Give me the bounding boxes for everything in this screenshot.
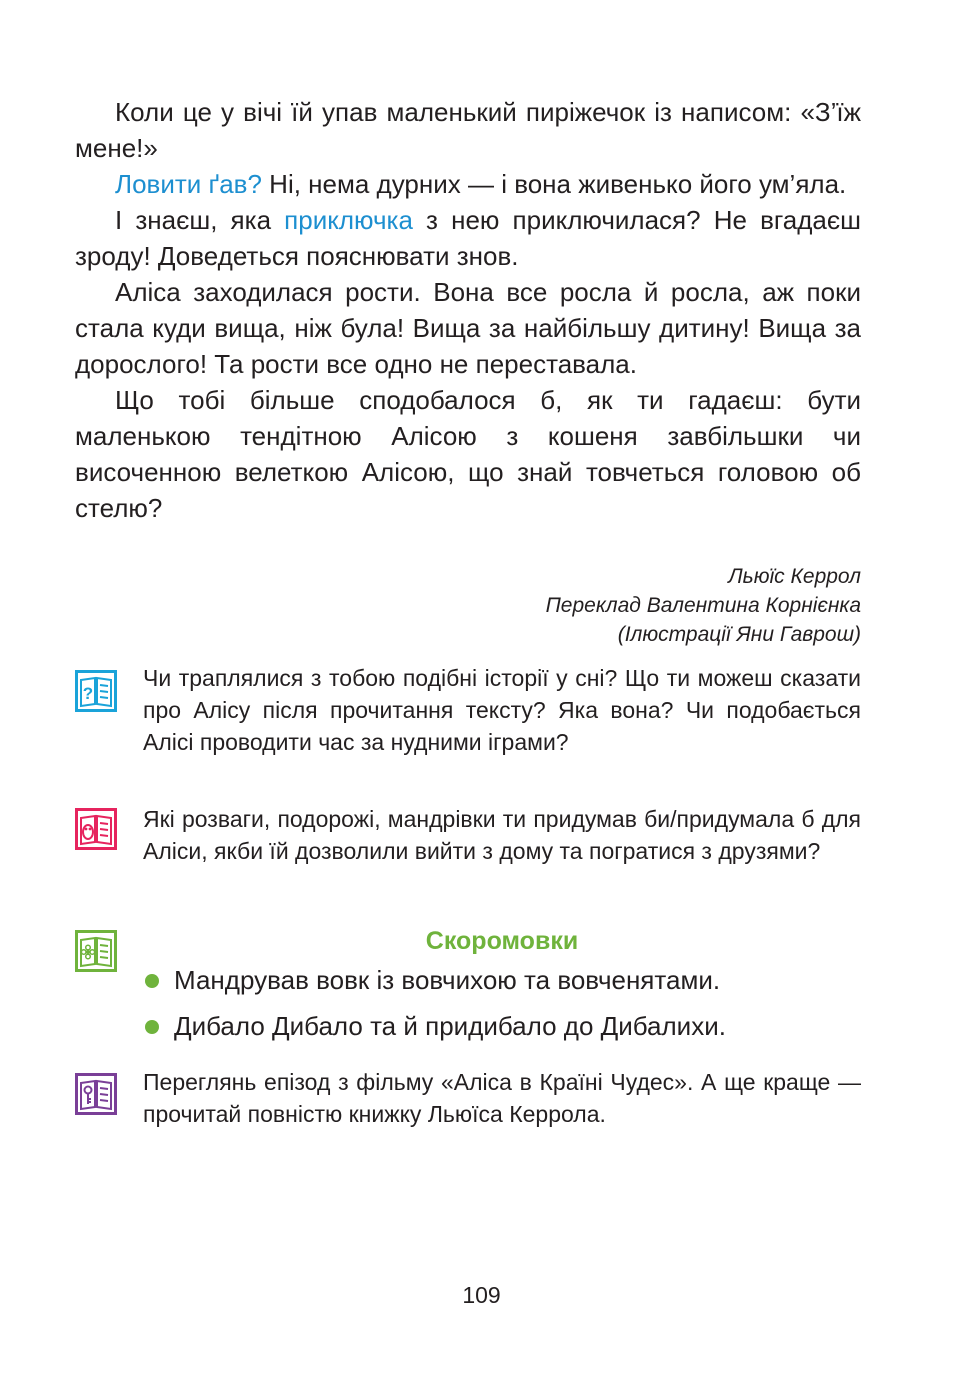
- paragraph-text: з нею приключилася? Не вгадаєш зроду! Доведеться пояснювати знов.: [75, 205, 862, 271]
- story-text: [75, 94, 861, 526]
- credits: [546, 562, 861, 649]
- svg-text:?: ?: [82, 684, 94, 703]
- paragraph-text: Ні, нема дурних — і вона живенько його ум’яла.: [261, 169, 847, 199]
- author-name: Льюїс Керрол: [728, 565, 861, 588]
- key-book-icon: [75, 1073, 117, 1115]
- translator-credit: Переклад Валентина Корнієнка: [545, 594, 861, 617]
- flower-book-icon: [75, 930, 117, 972]
- story-paragraph: [75, 166, 861, 202]
- bullet-icon: [145, 974, 159, 988]
- illustrator-credit: (Ілюстрації Яни Гаврош): [617, 623, 861, 646]
- bullet-icon: [145, 1020, 159, 1034]
- list-item-text: Мандрував вовк із вовчихою та вовченятами.: [174, 965, 721, 995]
- story-paragraph: Аліса заходилася рости. Вона все росла й росла, аж поки стала куди вища, ніж була! Вища за найбільшу дитину! Вища за дорослого! Та рости все одно не переставала.: [75, 277, 861, 379]
- story-paragraph: Що тобі більше сподобалося б, як ти гадаєш: бути маленькою тендітною Алісою з кошеня завбільшки чи височенною велеткою Алісою, що знай товчеться головою об стелю?: [75, 385, 861, 523]
- story-paragraph: [75, 202, 861, 274]
- extra-task: Переглянь епізод з фільму «Аліса в Країні Чудес». А ще краще — прочитай повністю книжку Льюїса Керрола.: [143, 1069, 861, 1127]
- page-number: 109: [462, 1282, 501, 1308]
- list-item: [143, 1008, 861, 1044]
- highlighted-word: приключка: [284, 205, 413, 235]
- story-paragraph: Коли це у вічі їй упав маленький пиріжечок із написом: «З’їж мене!»: [75, 97, 861, 163]
- list-item: [143, 962, 861, 998]
- tongue-twister-list: [143, 962, 861, 1054]
- list-item-text: Дибало Дибало та й придибало до Дибалихи.: [174, 1011, 726, 1041]
- owl-book-icon: [75, 808, 117, 850]
- questions-task: Чи траплялися з тобою подібні історії у сні? Що ти можеш сказати про Алісу після прочитання тексту? Яка вона? Чи подобається Алісі проводити час за нудними іграми?: [143, 665, 861, 755]
- paragraph-text: І знаєш, яка: [115, 205, 285, 235]
- highlighted-phrase: Ловити ґав?: [115, 169, 262, 199]
- question-book-icon: [75, 670, 117, 712]
- creative-task: Які розваги, подорожі, мандрівки ти придумав би/придумала б для Аліси, якби їй дозволили вийти з дому та погратися з друзями?: [143, 806, 861, 864]
- section-title: Скоромовки: [425, 927, 579, 955]
